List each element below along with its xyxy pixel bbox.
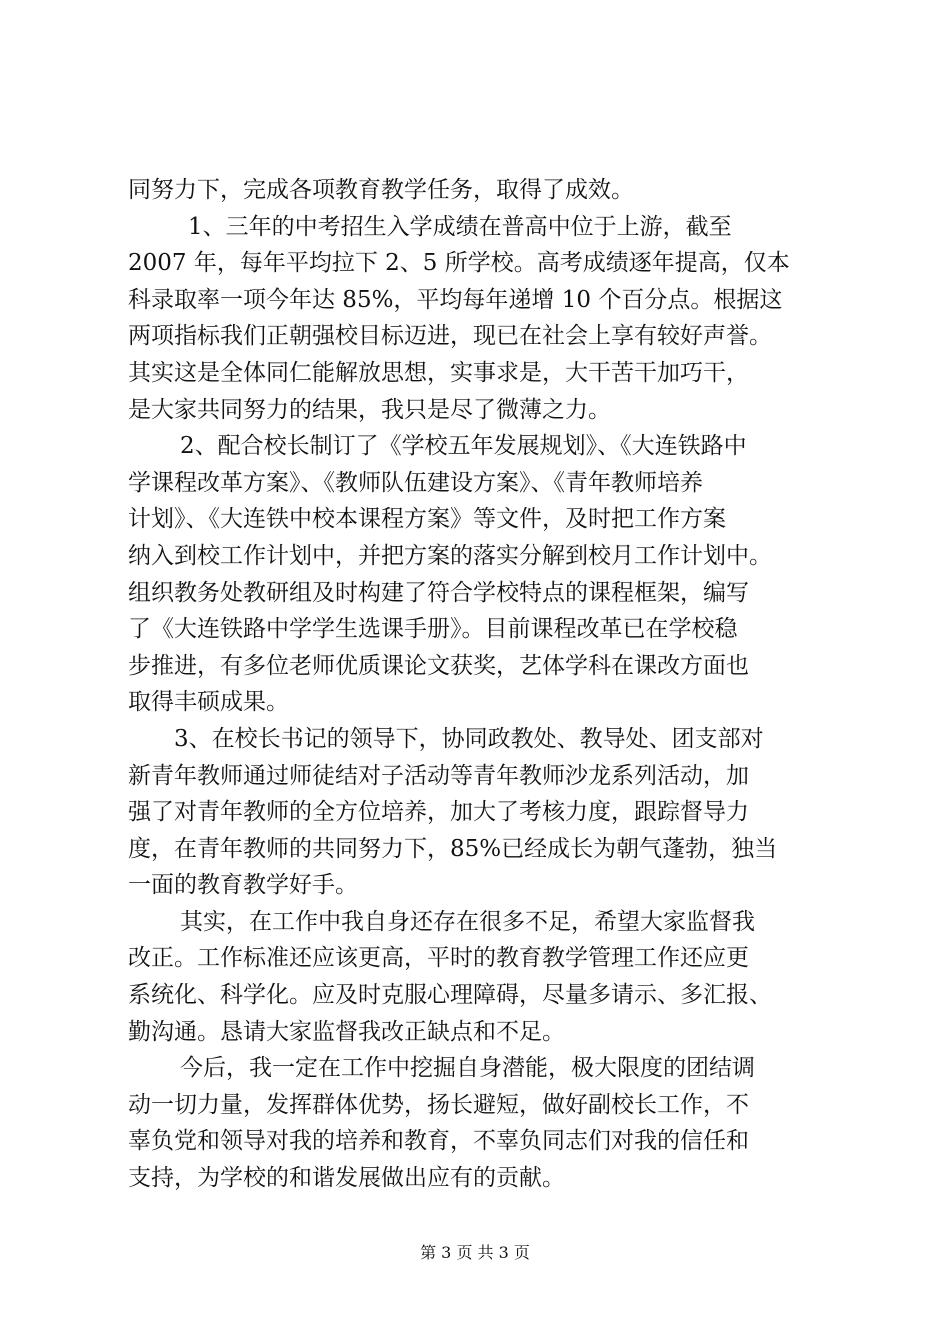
text-line: 了《大连铁路中学学生选课手册》。目前课程改革已在学校稳	[128, 616, 738, 643]
text-line: 今后，我一定在工作中挖掘自身潜能，极大限度的团结调	[180, 1055, 755, 1082]
text-line: 两项指标我们正朝强校目标迈进，现已在社会上享有较好声誉。	[128, 323, 772, 350]
text-line: 其实这是全体同仁能解放思想，实事求是，大干苦干加巧干，	[128, 359, 749, 386]
text-line: 强了对青年教师的全方位培养，加大了考核力度，跟踪督导力	[128, 799, 749, 826]
document-body	[128, 172, 836, 1197]
text-line: 1、三年的中考招生入学成绩在普高中位于上游，截至	[188, 213, 732, 240]
text-line: 勤沟通。恳请大家监督我改正缺点和不足。	[128, 1018, 565, 1045]
text-line: 系统化、科学化。应及时克服心理障碍，尽量多请示、多汇报、	[128, 982, 772, 1009]
page-number-footer: 第 3 页 共 3 页	[420, 1243, 530, 1262]
text-line: 取得丰硕成果。	[128, 689, 289, 716]
text-line: 步推进，有多位老师优质课论文获奖，艺体学科在课改方面也	[128, 652, 749, 679]
text-line: 辜负党和领导对我的培养和教育，不辜负同志们对我的信任和	[128, 1128, 749, 1155]
text-line: 3、在校长书记的领导下，协同政教处、教导处、团支部对	[174, 725, 764, 752]
text-line: 新青年教师通过师徒结对子活动等青年教师沙龙系列活动，加	[128, 762, 749, 789]
text-line: 改正。工作标准还应该更高，平时的教育教学管理工作还应更	[128, 945, 749, 972]
text-line: 支持，为学校的和谐发展做出应有的贡献。	[128, 1165, 565, 1192]
text-line: 计划》、《大连铁中校本课程方案》等文件，及时把工作方案	[128, 506, 726, 533]
text-line: 组织教务处教研组及时构建了符合学校特点的课程框架，编写	[128, 579, 749, 606]
text-line: 纳入到校工作计划中，并把方案的落实分解到校月工作计划中。	[128, 542, 772, 569]
text-line: 一面的教育教学好手。	[128, 872, 358, 899]
text-line: 动一切力量，发挥群体优势，扬长避短，做好副校长工作，不	[128, 1091, 749, 1118]
text-line: 度，在青年教师的共同努力下，85%已经成长为朝气蓬勃，独当	[128, 835, 778, 862]
text-line: 同努力下，完成各项教育教学任务，取得了成效。	[128, 177, 634, 203]
text-line: 其实，在工作中我自身还存在很多不足，希望大家监督我	[180, 908, 755, 935]
text-line: 学课程改革方案》、《教师队伍建设方案》、《青年教师培养	[128, 469, 703, 496]
text-line: 2、配合校长制订了《学校五年发展规划》、《大连铁路中	[180, 433, 747, 460]
text-line: 是大家共同努力的结果，我只是尽了微薄之力。	[128, 396, 611, 423]
text-line: 2007 年，每年平均拉下 2、5 所学校。高考成绩逐年提高，仅本	[128, 250, 790, 277]
text-line: 科录取率一项今年达 85%，平均每年递增 10 个百分点。根据这	[128, 286, 783, 313]
